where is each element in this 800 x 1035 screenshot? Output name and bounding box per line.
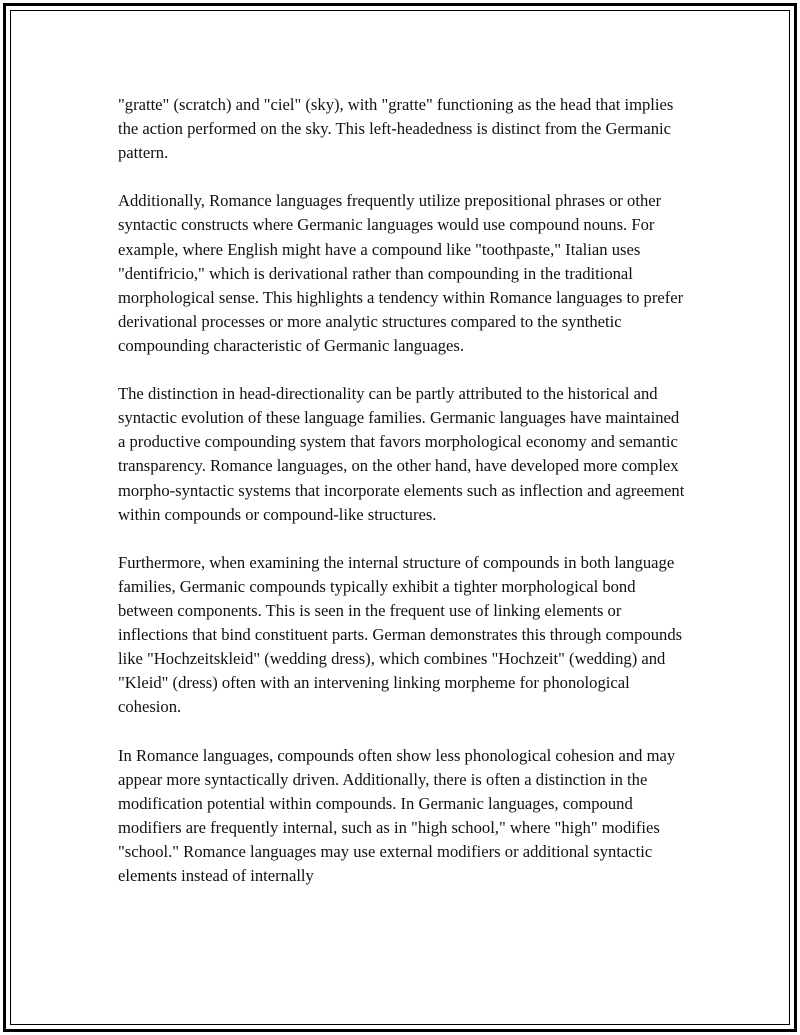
- document-body: [118, 93, 690, 912]
- paragraph-3: The distinction in head-directionality can be partly attributed to the historical and syntactic evolution of these language families. Germanic languages have maintained a productive compounding system that favors morphological economy and semantic transparency. Romance languages, on the other hand, have developed more complex morpho-syntactic systems that incorporate elements such as inflection and agreement within compounds or compound-like structures.: [118, 384, 685, 524]
- paragraph-2: Additionally, Romance languages frequently utilize prepositional phrases or other syntactic constructs where Germanic languages would use compound nouns. For example, where English might have a compound like "toothpaste," Italian uses "dentifricio," which is derivational rather than compounding in the traditional morphological sense. This highlights a tendency within Romance languages to prefer derivational processes or more analytic structures compared to the synthetic compounding characteristic of Germanic languages.: [118, 191, 684, 355]
- paragraph-4: Furthermore, when examining the internal structure of compounds in both language families, Germanic compounds typically exhibit a tighter morphological bond between components. This is seen in the frequent use of linking elements or inflections that bind constituent parts. German demonstrates this through compounds like "Hochzeitskleid" (wedding dress), which combines "Hochzeit" (wedding) and "Kleid" (dress) often with an intervening linking morpheme for phonological cohesion.: [118, 552, 683, 717]
- paragraph-5: In Romance languages, compounds often show less phonological cohesion and may appear more syntactically driven. Additionally, there is often a distinction in the modification potential within compounds. In Germanic languages, compound modifiers are frequently internal, such as in "high school," where "high" modifies "school." Romance languages may use external modifiers or additional syntactic elements instead of internally: [118, 745, 676, 885]
- paragraph-1: "gratte" (scratch) and "ciel" (sky), with "gratte" functioning as the head that implies the action performed on the sky. This left-headedness is distinct from the Germanic pattern.: [118, 95, 674, 163]
